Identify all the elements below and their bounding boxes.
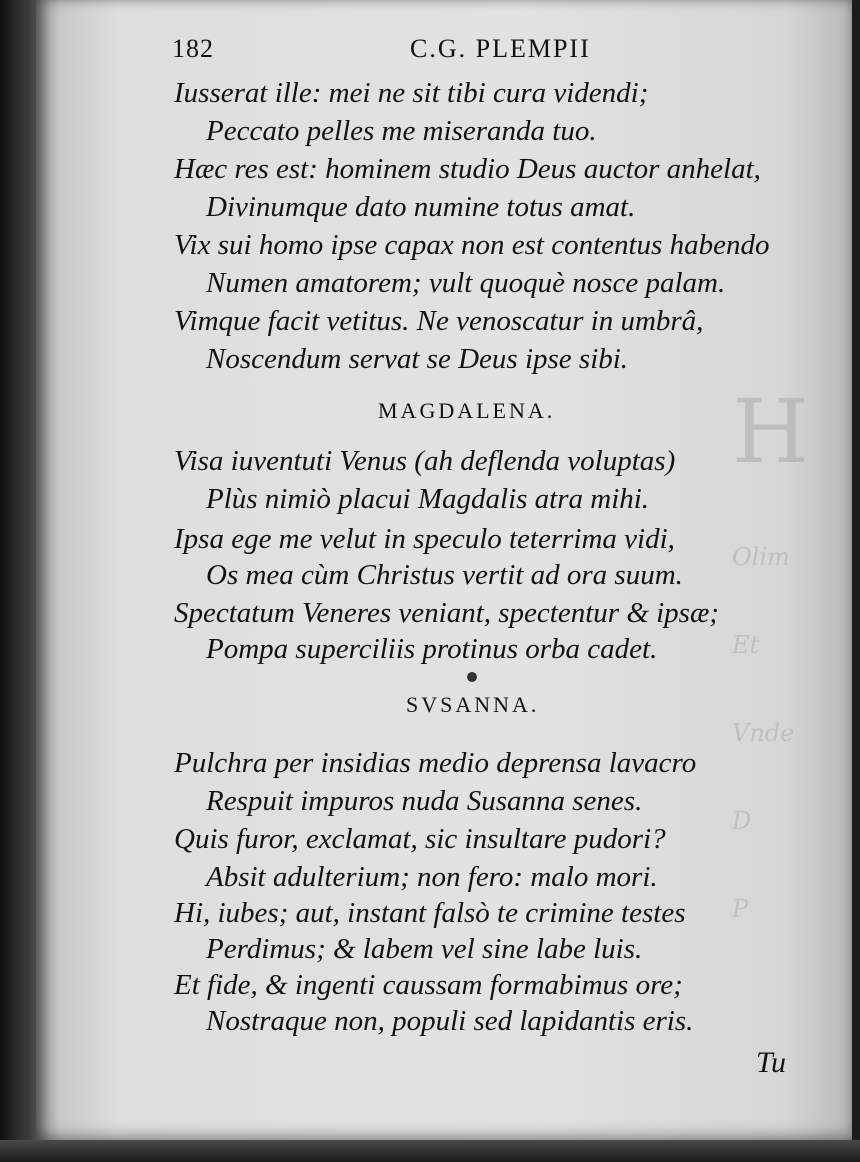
running-head: C.G. PLEMPII: [410, 34, 591, 63]
catchword: Tu: [756, 1046, 787, 1079]
show-through-text: H Olim Et Vnde D P: [732, 380, 809, 923]
verse-line: Et fide, & ingenti caussam formabimus ore;: [174, 969, 683, 1001]
ornament-dot: [467, 672, 477, 682]
verse-line: Plùs nimiò placui Magdalis atra mihi.: [206, 483, 650, 515]
verse-line: Peccato pelles me miseranda tuo.: [206, 115, 597, 147]
verse-line: Hæc res est: hominem studio Deus auctor anhelat,: [174, 153, 761, 185]
verse-line: Perdimus; & labem vel sine labe luis.: [206, 933, 643, 965]
verse-line: Divinumque dato numine totus amat.: [206, 191, 636, 223]
verse-line: Nostraque non, populi sed lapidantis eris.: [206, 1005, 694, 1037]
verse-line: Pulchra per insidias medio deprensa lavacro: [174, 747, 697, 779]
verse-line: Pompa superciliis protinus orba cadet.: [206, 633, 658, 665]
verse-line: Visa iuventuti Venus (ah deflenda voluptas): [174, 445, 676, 477]
page-number: 182: [172, 34, 214, 63]
verse-line: Iusserat ille: mei ne sit tibi cura videndi;: [174, 77, 649, 109]
verse-line: Vix sui homo ipse capax non est contentus habendo: [174, 229, 770, 261]
verse-line: Respuit impuros nuda Susanna senes.: [206, 785, 643, 817]
book-page: [36, 0, 852, 1142]
verse-line: Hi, iubes; aut, instant falsò te crimine testes: [174, 897, 686, 929]
section-heading-susanna: SVSANNA.: [406, 692, 540, 717]
page-header: [172, 34, 692, 70]
verse-line: Vimque facit vetitus. Ne venoscatur in umbrâ,: [174, 305, 704, 337]
page-edge-shadow: [0, 1140, 860, 1162]
verse-line: Quis furor, exclamat, sic insultare pudori?: [174, 823, 666, 855]
book-spine-shadow: [0, 0, 40, 1162]
verse-line: Spectatum Veneres veniant, spectentur & ipsæ;: [174, 597, 719, 629]
verse-line: Os mea cùm Christus vertit ad ora suum.: [206, 559, 683, 591]
verse-line: Numen amatorem; vult quoquè nosce palam.: [206, 267, 726, 299]
section-heading-magdalena: MAGDALENA.: [378, 398, 556, 423]
verse-line: Ipsa ege me velut in speculo teterrima vidi,: [174, 523, 675, 555]
verse-line: Noscendum servat se Deus ipse sibi.: [206, 343, 629, 375]
verse-line: Absit adulterium; non fero: malo mori.: [206, 861, 658, 893]
